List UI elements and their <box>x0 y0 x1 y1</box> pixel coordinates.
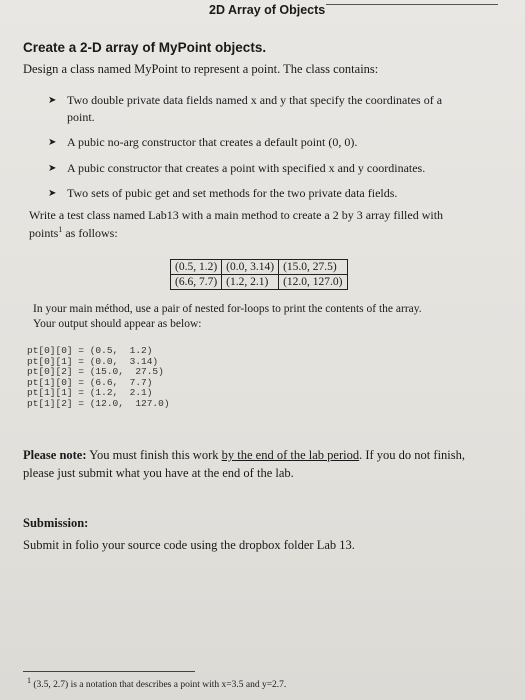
footnote-rule <box>23 671 195 672</box>
submission-heading: Submission: <box>23 516 89 530</box>
note-text: You must finish this work <box>86 448 222 462</box>
table-cell: (1.2, 2.1) <box>222 275 279 290</box>
test-class-paragraph-continued <box>29 226 118 241</box>
code-line: pt[0][2] = (15.0, 27.5) <box>27 366 164 378</box>
code-line: pt[0][0] = (0.5, 1.2) <box>27 345 153 356</box>
arrow-bullet-icon: ➤ <box>48 188 57 199</box>
output-intro: Your output should appear as below: <box>33 318 202 330</box>
intro-paragraph: Design a class named MyPoint to represent a point. The class contains: <box>23 62 379 76</box>
section-heading: Create a 2-D array of MyPoint objects. <box>23 40 267 55</box>
code-line: pt[1][1] = (1.2, 2.1) <box>27 387 153 399</box>
nested-loop-paragraph: In your main méthod, use a pair of nested for-loops to print the contents of the array. <box>33 303 422 315</box>
bullet-item <box>48 134 488 151</box>
document-title: 2D Array of Objects <box>209 3 326 17</box>
bullet-item <box>48 160 488 177</box>
submission-paragraph: Submit in folio your source code using the dropbox folder Lab 13. <box>23 538 355 552</box>
bullet-text: A pubic constructor that creates a point with specified x and y coordinates. <box>67 161 426 175</box>
table-cell: (15.0, 27.5) <box>279 260 347 275</box>
note-label: Please note: <box>23 448 87 462</box>
header-rule <box>326 4 498 5</box>
sample-output-block <box>27 346 170 410</box>
code-line: pt[0][1] = (0.0, 3.14) <box>27 355 159 367</box>
bullet-item <box>48 92 488 126</box>
arrow-bullet-icon: ➤ <box>48 95 57 106</box>
bullet-list <box>48 92 488 212</box>
code-line: pt[1][0] = (6.6, 7.7) <box>27 376 153 388</box>
footnote-reference: 1 <box>58 225 63 234</box>
note-deadline: by the end of the lab period <box>221 448 360 462</box>
bullet-text-continued: point. <box>67 110 95 124</box>
bullet-text: Two double private data fields named x and y that specify the coordinates of a <box>67 93 443 107</box>
bullet-item <box>48 185 488 202</box>
test-class-paragraph: Write a test class named Lab13 with a main method to create a 2 by 3 array filled with <box>29 208 444 222</box>
note-paragraph <box>23 448 465 463</box>
code-line: pt[1][2] = (12.0, 127.0) <box>27 397 170 409</box>
table-cell: (6.6, 7.7) <box>171 275 222 290</box>
footnote-mark: 1 <box>27 675 31 685</box>
footnote-text: (3.5, 2.7) is a notation that describes a point with x=3.5 and y=2.7. <box>31 680 287 690</box>
note-paragraph-continued: please just submit what you have at the end of the lab. <box>23 466 294 480</box>
footnote <box>27 675 287 690</box>
arrow-bullet-icon: ➤ <box>48 163 57 174</box>
table-row <box>171 275 348 290</box>
arrow-bullet-icon: ➤ <box>48 137 57 148</box>
table-cell: (12.0, 127.0) <box>279 275 347 290</box>
as-follows-text: as follows: <box>62 226 118 240</box>
table-cell: (0.5, 1.2) <box>171 260 222 275</box>
points-word: points <box>29 226 59 240</box>
note-text-end: . If you do not finish, <box>359 448 466 462</box>
points-table <box>170 259 348 290</box>
table-cell: (0.0, 3.14) <box>222 260 279 275</box>
bullet-text: Two sets of pubic get and set methods for the two private data fields. <box>67 186 398 200</box>
bullet-text: A pubic no-arg constructor that creates a default point (0, 0). <box>67 135 358 149</box>
table-row <box>171 260 348 275</box>
